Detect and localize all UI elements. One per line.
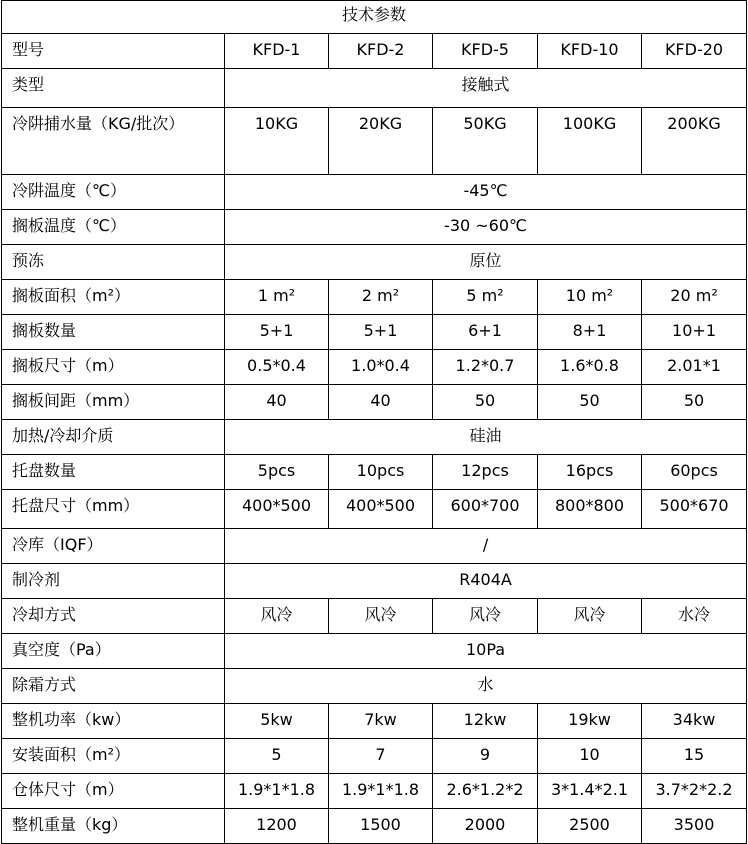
value-cell: 3500 (642, 809, 747, 844)
row-shared-value: 硅油 (225, 420, 747, 455)
row-shared-value: R404A (225, 564, 747, 599)
row-label: 类型 (2, 69, 225, 108)
value-cell: 100KG (538, 108, 642, 175)
value-cell: 20KG (329, 108, 433, 175)
value-cell: 1.6*0.8 (538, 350, 642, 385)
value-cell: 400*500 (225, 490, 329, 529)
value-cell: 1.0*0.4 (329, 350, 433, 385)
value-cell: 风冷 (538, 599, 642, 634)
value-cell: 34kw (642, 704, 747, 739)
value-cell: 1500 (329, 809, 433, 844)
value-cell: 10 m² (538, 280, 642, 315)
row-shared-value: -45℃ (225, 175, 747, 210)
table-row (2, 108, 747, 175)
value-cell: 10+1 (642, 315, 747, 350)
row-label: 预冻 (2, 245, 225, 280)
row-label: 冷阱温度（℃） (2, 175, 225, 210)
value-cell: 1.2*0.7 (433, 350, 538, 385)
value-cell: 2000 (433, 809, 538, 844)
table-title: 技术参数 (2, 1, 747, 34)
row-label: 型号 (2, 34, 225, 69)
value-cell: 3.7*2*2.2 (642, 774, 747, 809)
value-cell: 600*700 (433, 490, 538, 529)
model-header-cell: KFD-2 (329, 34, 433, 69)
value-cell: 2.01*1 (642, 350, 747, 385)
table-row (2, 669, 747, 704)
row-label: 加热/冷却介质 (2, 420, 225, 455)
row-label: 搁板温度（℃） (2, 210, 225, 245)
table-row (2, 634, 747, 669)
value-cell: 12pcs (433, 455, 538, 490)
value-cell: 1.9*1*1.8 (225, 774, 329, 809)
table-row (2, 280, 747, 315)
row-label: 真空度（Pa） (2, 634, 225, 669)
value-cell: 800*800 (538, 490, 642, 529)
value-cell: 40 (225, 385, 329, 420)
table-row (2, 420, 747, 455)
row-label: 安装面积（m²） (2, 739, 225, 774)
value-cell: 1 m² (225, 280, 329, 315)
table-row (2, 69, 747, 108)
value-cell: 风冷 (433, 599, 538, 634)
row-label: 搁板间距（mm） (2, 385, 225, 420)
table-row (2, 315, 747, 350)
value-cell: 40 (329, 385, 433, 420)
title-row (2, 1, 747, 34)
table-row (2, 350, 747, 385)
table-row (2, 774, 747, 809)
header-row (2, 34, 747, 69)
value-cell: 7 (329, 739, 433, 774)
value-cell: 12kw (433, 704, 538, 739)
value-cell: 5+1 (225, 315, 329, 350)
table-row (2, 704, 747, 739)
value-cell: 0.5*0.4 (225, 350, 329, 385)
table-row (2, 175, 747, 210)
value-cell: 10 (538, 739, 642, 774)
value-cell: 2500 (538, 809, 642, 844)
value-cell: 200KG (642, 108, 747, 175)
row-shared-value: 原位 (225, 245, 747, 280)
row-shared-value: / (225, 529, 747, 564)
row-label: 整机功率（kw） (2, 704, 225, 739)
row-label: 冷却方式 (2, 599, 225, 634)
value-cell: 50KG (433, 108, 538, 175)
value-cell: 5 (225, 739, 329, 774)
table-row (2, 245, 747, 280)
row-label: 搁板面积（m²） (2, 280, 225, 315)
row-label: 整机重量（kg） (2, 809, 225, 844)
model-header-cell: KFD-5 (433, 34, 538, 69)
value-cell: 7kw (329, 704, 433, 739)
row-label: 搁板数量 (2, 315, 225, 350)
table-row (2, 529, 747, 564)
row-shared-value: -30 ~60℃ (225, 210, 747, 245)
value-cell: 2 m² (329, 280, 433, 315)
value-cell: 50 (642, 385, 747, 420)
spec-table-body (2, 1, 747, 844)
value-cell: 20 m² (642, 280, 747, 315)
value-cell: 风冷 (329, 599, 433, 634)
value-cell: 16pcs (538, 455, 642, 490)
table-row (2, 809, 747, 844)
table-row (2, 739, 747, 774)
value-cell: 60pcs (642, 455, 747, 490)
table-row (2, 385, 747, 420)
table-row (2, 455, 747, 490)
value-cell: 9 (433, 739, 538, 774)
row-label: 仓体尺寸（m） (2, 774, 225, 809)
value-cell: 6+1 (433, 315, 538, 350)
value-cell: 2.6*1.2*2 (433, 774, 538, 809)
value-cell: 水冷 (642, 599, 747, 634)
row-shared-value: 水 (225, 669, 747, 704)
value-cell: 15 (642, 739, 747, 774)
row-label: 托盘尺寸（mm） (2, 490, 225, 529)
value-cell: 5+1 (329, 315, 433, 350)
row-label: 制冷剂 (2, 564, 225, 599)
row-label: 除霜方式 (2, 669, 225, 704)
value-cell: 50 (538, 385, 642, 420)
value-cell: 19kw (538, 704, 642, 739)
value-cell: 5kw (225, 704, 329, 739)
value-cell: 3*1.4*2.1 (538, 774, 642, 809)
value-cell: 5pcs (225, 455, 329, 490)
value-cell: 400*500 (329, 490, 433, 529)
table-row (2, 210, 747, 245)
model-header-cell: KFD-20 (642, 34, 747, 69)
model-header-cell: KFD-1 (225, 34, 329, 69)
value-cell: 500*670 (642, 490, 747, 529)
row-label: 冷阱捕水量（KG/批次） (2, 108, 225, 175)
value-cell: 1.9*1*1.8 (329, 774, 433, 809)
value-cell: 1200 (225, 809, 329, 844)
row-label: 冷库（IQF） (2, 529, 225, 564)
model-header-cell: KFD-10 (538, 34, 642, 69)
value-cell: 8+1 (538, 315, 642, 350)
value-cell: 风冷 (225, 599, 329, 634)
spec-table (1, 0, 747, 844)
row-shared-value: 接触式 (225, 69, 747, 108)
row-label: 托盘数量 (2, 455, 225, 490)
table-row (2, 599, 747, 634)
value-cell: 10KG (225, 108, 329, 175)
row-shared-value: 10Pa (225, 634, 747, 669)
value-cell: 50 (433, 385, 538, 420)
value-cell: 5 m² (433, 280, 538, 315)
table-row (2, 490, 747, 529)
table-row (2, 564, 747, 599)
value-cell: 10pcs (329, 455, 433, 490)
row-label: 搁板尺寸（m） (2, 350, 225, 385)
